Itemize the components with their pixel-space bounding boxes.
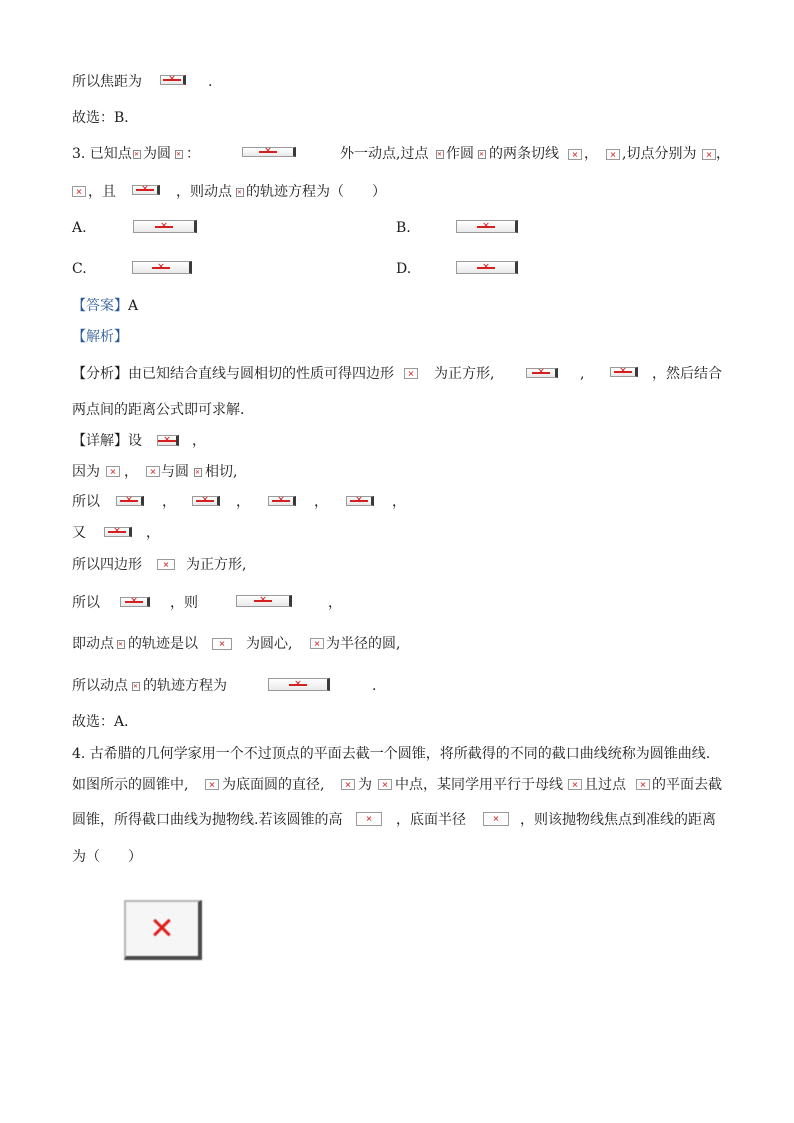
text-span: 外一动点,过点 (340, 146, 429, 162)
formula-image-icon (192, 496, 220, 506)
formula-image-icon (157, 435, 179, 446)
analysis-tag: 【解析】 (72, 329, 128, 345)
option-a-label: A. (72, 220, 87, 236)
formula-image-icon (132, 682, 140, 691)
formula-image-icon (106, 466, 120, 477)
text-span: ， (192, 433, 206, 449)
text-span: 又 (72, 525, 86, 541)
formula-image-icon (436, 150, 444, 159)
text-span: ,切点分别为 (622, 146, 697, 162)
formula-image-icon (268, 678, 330, 691)
answer-value: A (128, 298, 139, 314)
formula-image-icon (194, 468, 202, 477)
formula-image-icon (606, 149, 620, 160)
formula-image-icon (146, 466, 160, 477)
formula-image-icon (378, 779, 392, 790)
option-c-label: C. (72, 261, 87, 277)
formula-image-icon (133, 220, 197, 233)
text-span: 为圆心, (246, 636, 293, 652)
formula-image-icon (133, 150, 141, 159)
text-span: ， (236, 494, 250, 510)
formula-image-icon (310, 638, 324, 649)
formula-image-icon (117, 640, 125, 649)
formula-image-icon (636, 779, 650, 790)
text-line (72, 364, 394, 384)
text-span: 所以四边形 (72, 557, 142, 573)
text-span: ， (584, 146, 598, 162)
text-span: 的轨迹是以 (128, 636, 198, 652)
formula-image-icon (242, 147, 296, 157)
text-span: 所以动点 (72, 678, 128, 694)
text-line: 两点间的距离公式即可求解． (72, 402, 254, 418)
text-span: 设 (128, 433, 142, 449)
text-span: ， (314, 494, 328, 510)
formula-image-icon (212, 638, 232, 650)
text-span: ，则该抛物线焦点到准线的距离 (520, 812, 716, 828)
text-span: 所以焦距为 (72, 74, 142, 90)
formula-image-icon (236, 595, 292, 607)
text-span: 由已知结合直线与圆相切的性质可得四边形 (128, 366, 394, 382)
text-line: 故选：A． (72, 714, 139, 730)
formula-image-icon (356, 812, 382, 826)
text-span: 为正方形, (186, 557, 247, 573)
text-line (72, 431, 142, 451)
text-span: 的两条切线 (489, 146, 559, 162)
text-span: ， (392, 494, 406, 510)
formula-image-icon (483, 812, 509, 826)
text-span: 3. 已知点 (72, 146, 132, 162)
text-span: 中点，某同学用平行于母线 (395, 777, 563, 793)
text-span: ， (716, 146, 730, 162)
formula-image-icon (568, 149, 582, 160)
text-line (72, 72, 142, 92)
text-span: ， (124, 464, 138, 480)
formula-image-icon (702, 149, 716, 160)
formula-image-icon (160, 75, 186, 85)
text-span: ，底面半径 (396, 812, 466, 828)
formula-image-icon (404, 368, 418, 379)
text-span: 相切, (205, 464, 238, 480)
formula-image-icon (72, 186, 86, 197)
text-line: 故选：B． (72, 110, 139, 126)
formula-image-icon (132, 261, 192, 274)
text-span: 作圆 (446, 146, 474, 162)
formula-image-icon (456, 220, 518, 233)
formula-image-icon (236, 188, 244, 197)
xiangjie-tag: 【详解】 (72, 433, 128, 449)
text-span: ： (186, 146, 200, 162)
text-span: 且过点 (584, 777, 626, 793)
formula-image-icon (341, 779, 355, 790)
fenxi-tag: 【分析】 (72, 366, 128, 382)
text-span: 为底面圆的直径, (222, 777, 325, 793)
formula-image-icon (175, 150, 183, 159)
answer-line (72, 296, 138, 316)
text-span: ，且 (88, 184, 116, 200)
formula-image-icon (120, 597, 150, 607)
formula-image-icon (157, 559, 175, 570)
formula-image-icon (610, 367, 638, 377)
text-line: 4. 古希腊的几何学家用一个不过顶点的平面去截一个圆锥，将所截得的不同的截口曲线统称为圆锥曲线. (72, 746, 711, 762)
text-span: 为圆 (143, 146, 171, 162)
text-span: 的平面去截 (652, 777, 722, 793)
text-span: 因为 (72, 464, 100, 480)
text-span: . (372, 678, 377, 694)
formula-image-icon (568, 779, 582, 790)
text-span: 如图所示的圆锥中, (72, 777, 189, 793)
text-span: 的轨迹方程为（ ） (246, 184, 386, 200)
text-span: ，则 (170, 595, 198, 611)
option-d-label: D. (396, 261, 412, 277)
text-span: . (208, 74, 213, 90)
text-span: 为半径的圆, (326, 636, 401, 652)
broken-image-icon: ✕ (149, 911, 175, 947)
cone-figure-image (124, 900, 202, 960)
text-span: 为正方形, (434, 366, 495, 382)
formula-image-icon (104, 527, 132, 537)
formula-image-icon (132, 185, 160, 195)
formula-image-icon (205, 779, 219, 790)
text-span: ， (162, 494, 176, 510)
text-line: 为（ ） (72, 849, 142, 865)
formula-image-icon (116, 496, 144, 506)
text-span: , (580, 366, 585, 382)
text-span: 圆锥，所得截口曲线为抛物线.若该圆锥的高 (72, 812, 343, 828)
text-span: 所以 (72, 595, 100, 611)
text-span: 的轨迹方程为 (143, 678, 227, 694)
option-b-label: B. (396, 220, 411, 236)
formula-image-icon (268, 496, 296, 506)
text-span: 所以 (72, 494, 100, 510)
answer-tag: 【答案】 (72, 298, 128, 314)
text-span: ，则动点 (176, 184, 232, 200)
text-span: 即动点 (72, 636, 114, 652)
text-span: ， (328, 595, 342, 611)
formula-image-icon (346, 496, 374, 506)
formula-image-icon (456, 261, 518, 274)
formula-image-icon (478, 150, 486, 159)
text-span: ， (146, 525, 160, 541)
text-span: ，然后结合 (652, 366, 722, 382)
text-span: 为 (358, 777, 372, 793)
text-span: 与圆 (161, 464, 189, 480)
formula-image-icon (526, 368, 558, 378)
